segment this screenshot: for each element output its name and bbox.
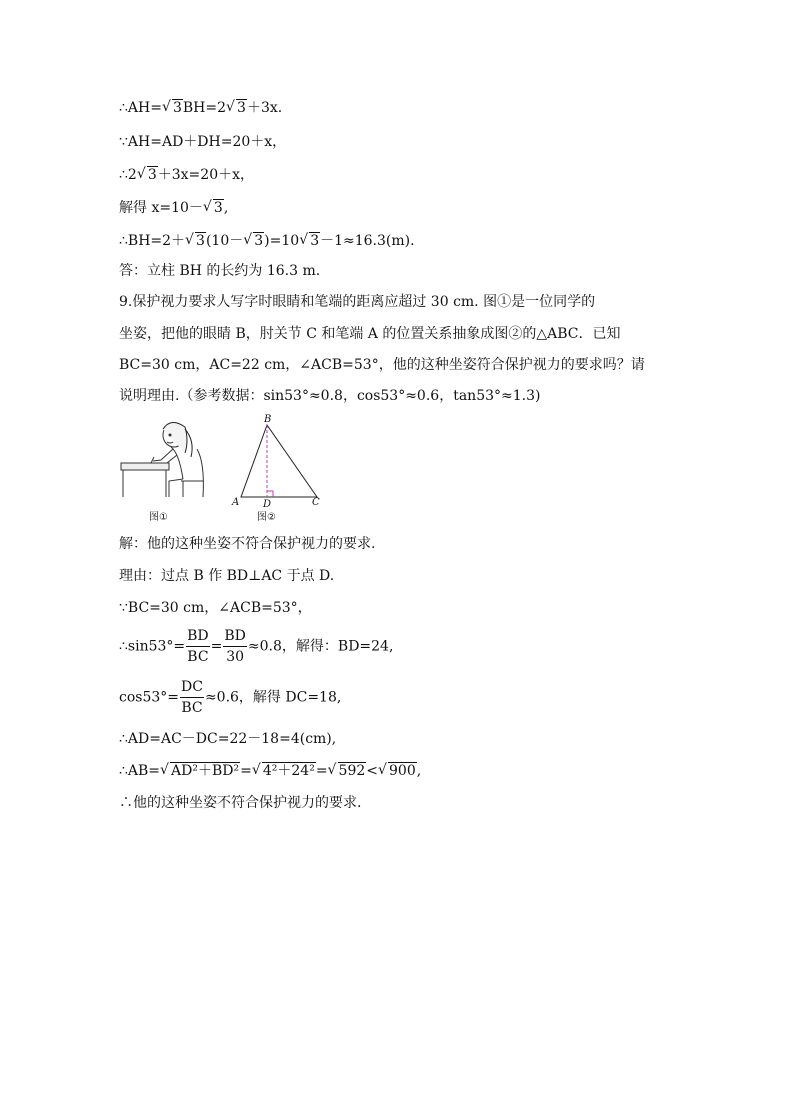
- sqrt: √ 3: [186, 231, 206, 251]
- figures: [119, 413, 324, 526]
- sqrt: √ 3: [138, 165, 158, 185]
- question-line-2: 坐姿，把他的眼睛 B，肘关节 C 和笔端 A 的位置关系抽象成图②的△ABC．已知: [119, 326, 621, 342]
- sqrt: √ 3: [227, 98, 247, 118]
- sqrt: √ 4²＋24²: [253, 761, 316, 781]
- solution-line-1: 解：他的这种坐姿不符合保护视力的要求.: [119, 536, 376, 552]
- sqrt: √ 3: [300, 231, 320, 251]
- fraction: $\frac{BD}{BC}$: [187, 628, 209, 665]
- label-c: C: [312, 497, 320, 508]
- fraction: $\frac{DC}{BC}$: [181, 679, 203, 716]
- sqrt: √ 3: [204, 198, 224, 218]
- fraction: $\frac{BD}{30}$: [224, 628, 246, 665]
- solution-ad: ∴AD=AC－DC=22－18=4(cm),: [119, 731, 337, 747]
- line-answer: 答：立柱 BH 的长约为 16.3 m.: [119, 263, 321, 279]
- text: ＋3x.: [246, 100, 283, 116]
- line-bh: ∴BH=2＋√ 3(10－√ 3)=10√ 3－1≈16.3(m).: [119, 231, 415, 251]
- solution-sin: ∴sin53°= $\frac{BD}{BC}$ = $\frac{BD}{30}$ ≈0.8，解得：BD=24,: [119, 628, 394, 665]
- student-illustration: [121, 422, 203, 497]
- text: BH=2: [182, 100, 227, 116]
- sqrt: √ 592: [329, 761, 367, 781]
- line-equation: ∴2√ 3＋3x=20＋x，: [119, 165, 254, 185]
- line-ah-sum: ∵AH=AD＋DH=20＋x，: [119, 134, 287, 150]
- solution-line-2: 理由：过点 B 作 BD⊥AC 于点 D.: [119, 568, 335, 584]
- solution-conclusion: ∴他的这种坐姿不符合保护视力的要求.: [119, 795, 362, 811]
- sqrt: √ 3: [244, 231, 264, 251]
- line-ah: [119, 98, 282, 118]
- figure-2-caption: 图②: [257, 512, 276, 523]
- label-b: B: [264, 414, 272, 425]
- question-line-3: BC=30 cm，AC=22 cm，∠ACB=53°，他的这种坐姿符合保护视力的要求吗？请: [119, 357, 645, 373]
- label-d: D: [263, 499, 272, 510]
- figure-1-caption: 图①: [149, 512, 168, 523]
- text: ∴AH=: [119, 100, 162, 116]
- label-a: A: [232, 497, 240, 508]
- sqrt: √ AD²＋BD²: [161, 761, 240, 781]
- solution-cos: cos53°= $\frac{DC}{BC}$ ≈0.6，解得 DC=18,: [119, 679, 342, 716]
- right-angle-mark: [267, 491, 273, 497]
- triangle-abc: [241, 425, 317, 497]
- question-line-4: 说明理由.（参考数据：sin53°≈0.8，cos53°≈0.6，tan53°≈1.3): [119, 388, 541, 404]
- figure-svg: [119, 413, 324, 526]
- sqrt: √ 3: [163, 98, 183, 118]
- question-line-1: 9.保护视力要求人写字时眼睛和笔端的距离应超过 30 cm. 图①是一位同学的: [119, 294, 596, 310]
- sqrt: √ 900: [379, 761, 417, 781]
- solution-ab: ∴AB=√ AD²＋BD²=√ 4²＋24²=√ 592<√ 900,: [119, 761, 421, 781]
- line-solve-x: 解得 x=10－√ 3,: [119, 198, 228, 218]
- solution-line-3: ∵BC=30 cm，∠ACB=53°，: [119, 600, 312, 616]
